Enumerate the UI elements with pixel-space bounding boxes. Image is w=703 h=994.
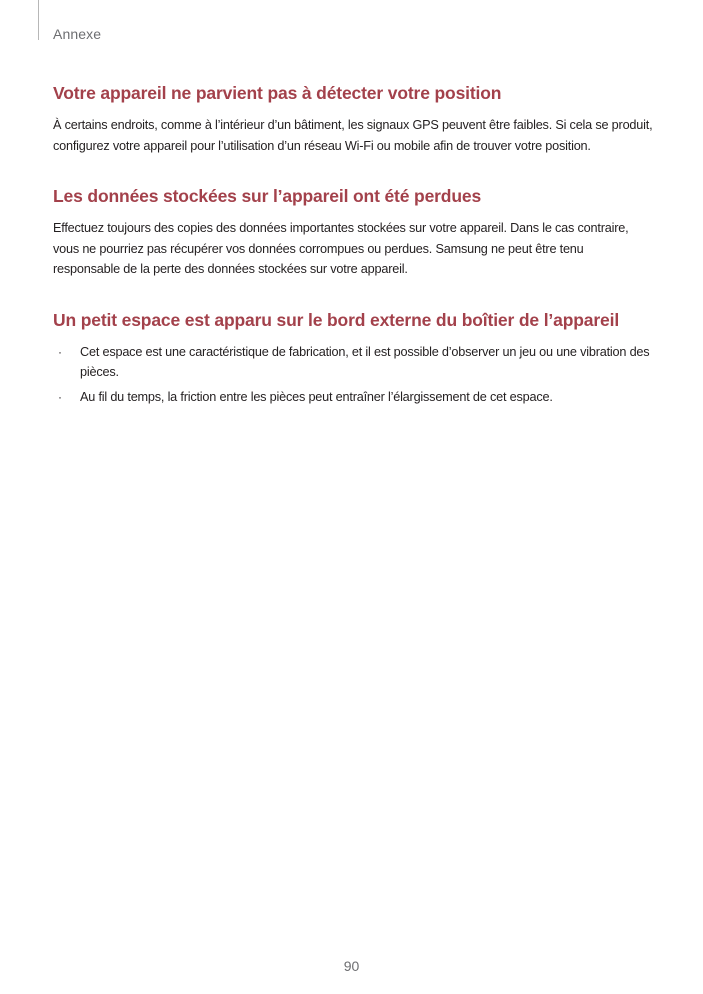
list-item bbox=[53, 342, 653, 383]
section-paragraph: Effectuez toujours des copies des données importantes stockées sur votre appareil. Dans le cas contraire, vous ne pourriez pas récupérer vos données corrompues ou perdues. Samsung ne peut être tenu responsable de la perte des données stockées sur votre appareil. bbox=[53, 221, 629, 276]
header-divider bbox=[38, 0, 39, 40]
bullet-list bbox=[53, 342, 653, 408]
bullet-icon: · bbox=[58, 389, 62, 404]
chapter-label: Annexe bbox=[53, 26, 102, 42]
list-item-text: Au fil du temps, la friction entre les pièces peut entraîner l’élargissement de cet espace. bbox=[80, 389, 553, 404]
section-location-detection bbox=[53, 81, 653, 156]
section-title: Votre appareil ne parvient pas à détecter votre position bbox=[53, 83, 502, 103]
list-item-text: Cet espace est une caractéristique de fabrication, et il est possible d’observer un jeu ou une vibration des pièces. bbox=[80, 344, 650, 379]
section-data-loss bbox=[53, 184, 653, 280]
section-title: Les données stockées sur l’appareil ont été perdues bbox=[53, 186, 482, 206]
list-item bbox=[53, 387, 653, 408]
section-paragraph: À certains endroits, comme à l’intérieur d’un bâtiment, les signaux GPS peuvent être faibles. Si cela se produit, configurez votre appareil pour l’utilisation d’un réseau Wi-Fi ou mobile afin de trouver votre position. bbox=[53, 118, 653, 153]
bullet-icon: · bbox=[58, 344, 62, 359]
page-number: 90 bbox=[343, 958, 360, 974]
section-title: Un petit espace est apparu sur le bord externe du boîtier de l’appareil bbox=[53, 309, 620, 330]
section-device-gap bbox=[53, 308, 653, 408]
document-content bbox=[53, 81, 653, 411]
